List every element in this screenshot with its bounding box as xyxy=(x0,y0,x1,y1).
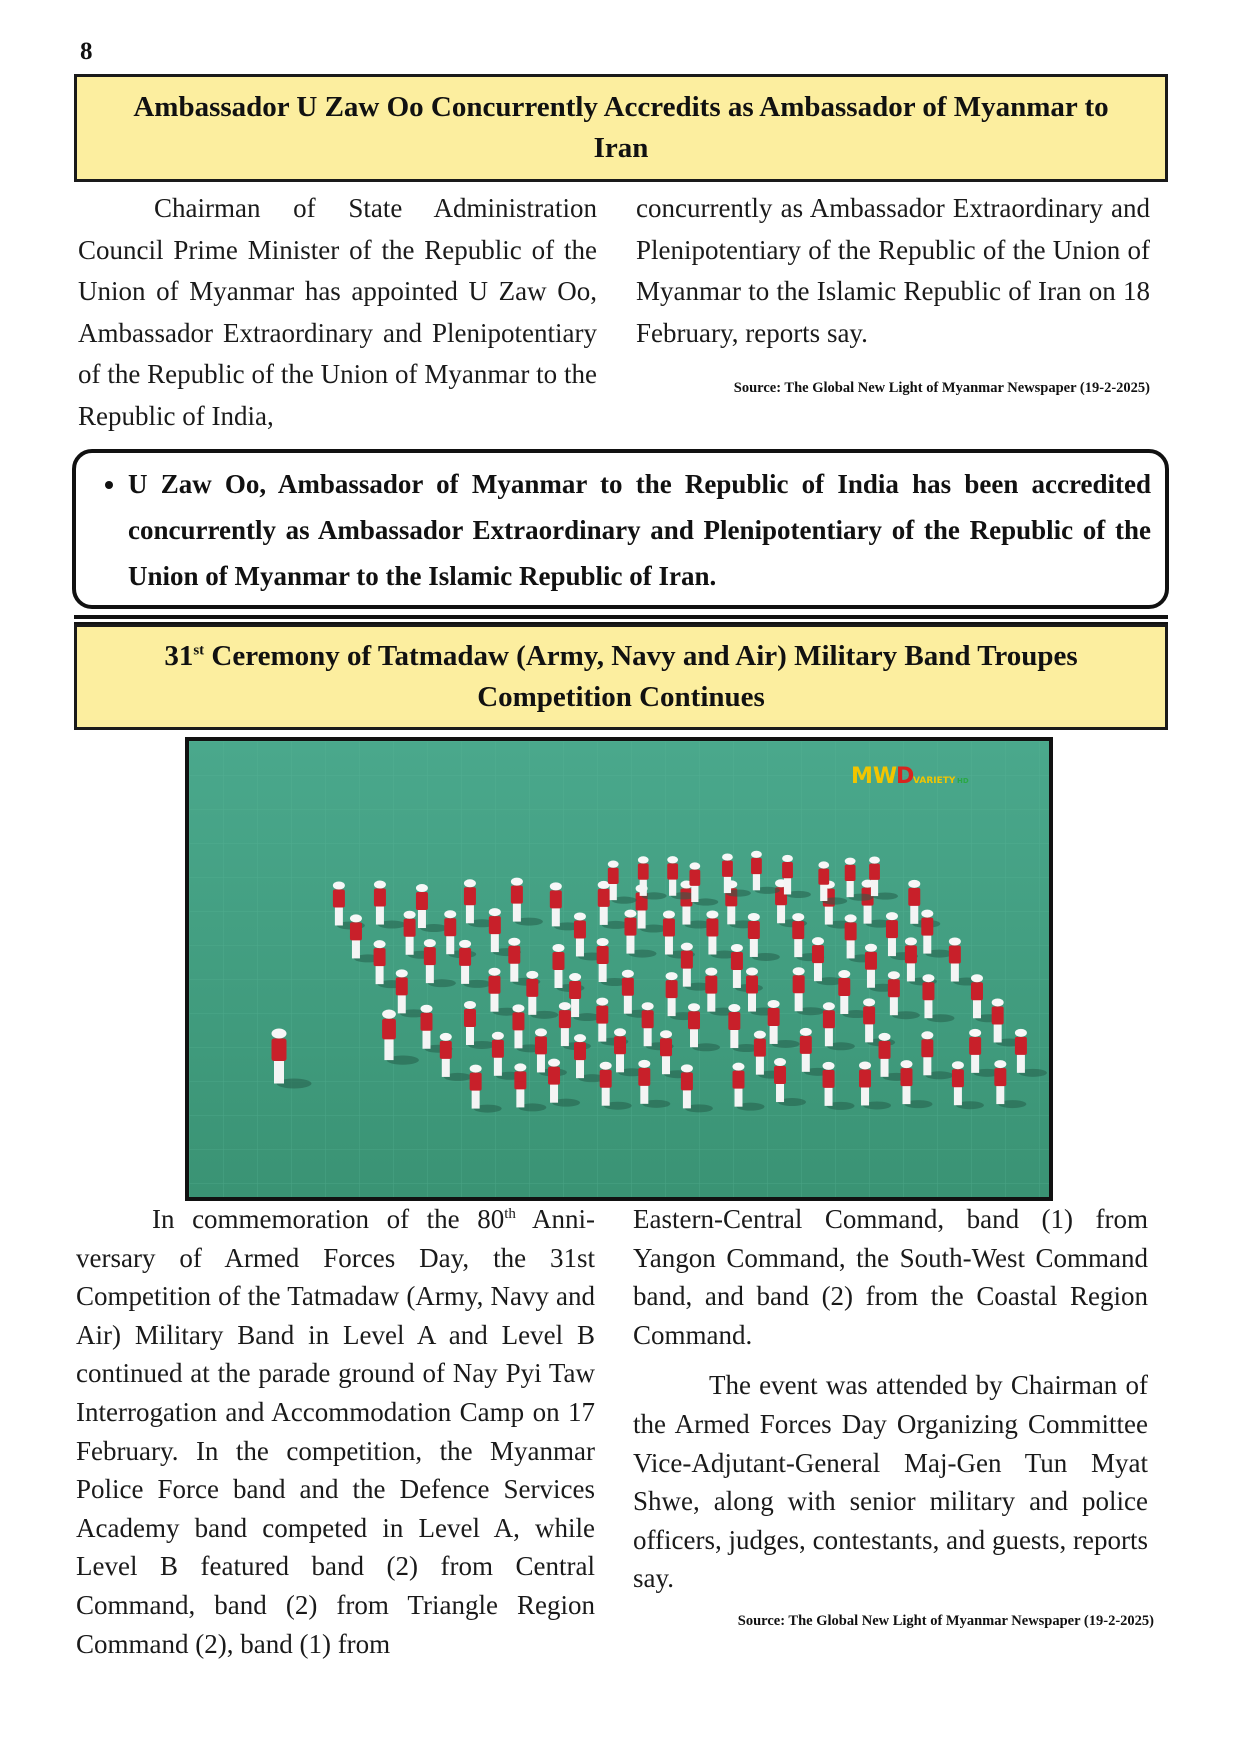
article2-paragraph-3: The event was attended by Chairman of the Armed Forces Day Organizing Committee Vice-Adjutant-General Maj-Gen Tun Myat Shwe, along with senior military and police officers, judges, contestants, and guests, reports say. xyxy=(633,1370,1148,1594)
article1-highlight-bullet: • U Zaw Oo, Ambassador of Myanmar to the Republic of India has been accredited concurrently as Ambassador Extraordinary and Plenipotentiary of the Republic of the Union of Myanmar to the Islamic Republic of Iran. xyxy=(128,461,1151,599)
article2-column-right xyxy=(633,1200,1148,1598)
article1-paragraph-2: concurrently as Ambassador Extraordinary and Plenipotentiary of the Republic of the Union of Myanmar to the Islamic Republic of Iran on 18 February, reports say. xyxy=(636,193,1150,348)
article2-p1-rest: Anniversary of Armed Forces Day, the 31st Competition of the Tatmadaw (Army, Navy and Air) Military Band in Level A and Level B continued at the parade ground of Nay Pyi Taw Interrogation and Accommodation Camp on 17 February. In the competition, the Myanmar Police Force band and the Defence Services Academy band competed in Level A, while Level B featured band (2) from Central Command, band (2) from Triangle Region Command (2), band (1) from xyxy=(76,1204,595,1659)
article1-headline xyxy=(74,74,1168,182)
section-divider-thick xyxy=(74,615,1168,619)
article1-paragraph-1: Chairman of State Administration Council Prime Minister of the Republic of the Union of Myanmar has appointed U Zaw Oo, Ambassador Extraordinary and Plenipotentiary of the Republic of the Union of Myanmar to the Republic of India, xyxy=(78,193,597,431)
article2-headline xyxy=(74,624,1168,730)
article2-source: Source: The Global New Light of Myanmar Newspaper (19-2-2025) xyxy=(737,1613,1154,1629)
svg-text:D: D xyxy=(896,764,915,789)
article2-headline-sup: st xyxy=(193,642,205,659)
article2-paragraph-1 xyxy=(76,1200,595,1663)
svg-text:VARIETY: VARIETY xyxy=(913,776,956,786)
article2-headline-line2: Competition Continues xyxy=(477,681,765,713)
article1-highlight-box xyxy=(72,449,1169,609)
article2-column-left xyxy=(76,1200,595,1663)
article1-headline-line2: Iran xyxy=(593,132,649,164)
article2-headline-rest: Ceremony of Tatmadaw (Army, Navy and Air) Military Band Troupes xyxy=(204,640,1078,672)
article1-source: Source: The Global New Light of Myanmar Newspaper (19-2-2025) xyxy=(733,380,1150,396)
article2-p1-sup: th xyxy=(504,1206,516,1222)
article1-headline-line1: Ambassador U Zaw Oo Concurrently Accredits as Ambassador of Myanmar to xyxy=(133,91,1109,123)
svg-text:HD: HD xyxy=(957,777,969,785)
article2-p1-start: In commemoration of the 80 xyxy=(152,1204,505,1234)
article1-column-left xyxy=(78,188,597,438)
article1-column-right xyxy=(636,188,1150,354)
article2-headline-number: 31 xyxy=(164,640,194,672)
article2-headline-line1 xyxy=(164,636,1077,677)
article2-paragraph-2: Eastern-Central Command, band (1) from Yangon Command, the South-West Command band, and band (2) from the Coastal Region Command. xyxy=(633,1204,1148,1350)
military-band-photo xyxy=(185,737,1053,1201)
svg-text:MW: MW xyxy=(851,764,898,789)
page-number: 8 xyxy=(80,38,93,65)
